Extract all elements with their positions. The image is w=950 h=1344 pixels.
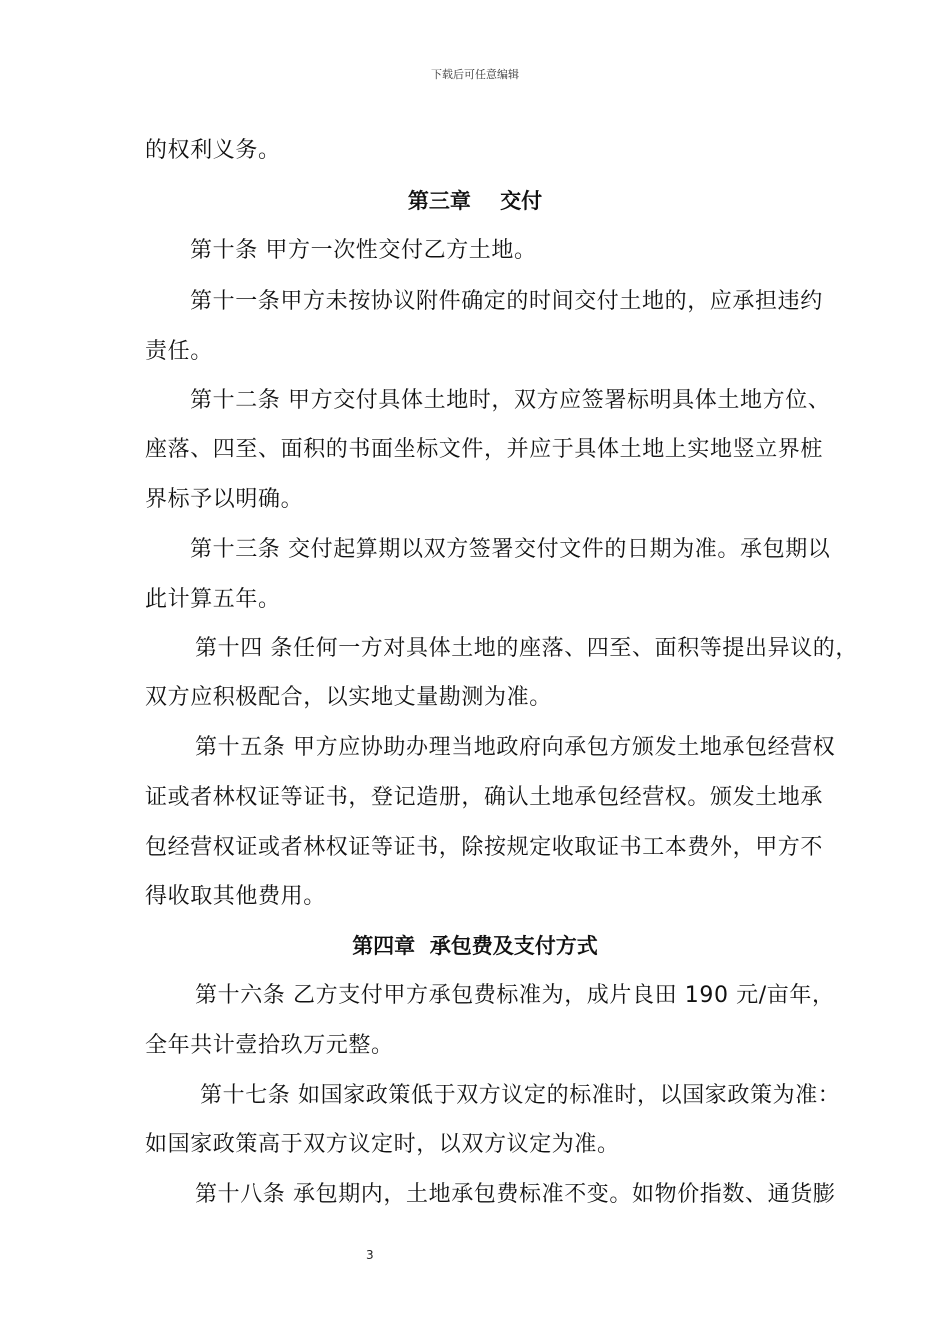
paragraph-line: 座落、四至、面积的书面坐标文件，并应于具体土地上实地竖立界桩 [145, 437, 824, 462]
paragraph-line: 证或者林权证等证书，登记造册，确认土地承包经营权。颁发土地承 [145, 785, 824, 810]
paragraph-line: 第十六条 乙方支付甲方承包费标准为，成片良田 190 元/亩年， [195, 983, 835, 1008]
paragraph-line: 界标予以明确。 [145, 487, 304, 512]
paragraph-line: 得收取其他费用。 [145, 884, 326, 909]
paragraph-line: 全年共计壹拾玖万元整。 [145, 1033, 394, 1058]
paragraph-line: 如国家政策高于双方议定时，以双方议定为准。 [145, 1132, 620, 1157]
paragraph-line: 第十一条甲方未按协议附件确定的时间交付土地的，应承担违约 [190, 289, 823, 314]
paragraph-line: 责任。 [145, 339, 213, 364]
paragraph-line: 此计算五年。 [145, 587, 281, 612]
paragraph-line: 双方应积极配合，以实地丈量勘测为准。 [145, 685, 552, 710]
chapter-heading: 第三章 交付 [407, 189, 543, 213]
paragraph-line: 第十七条 如国家政策低于双方议定的标准时，以国家政策为准： [200, 1083, 841, 1108]
page-number: 3 [366, 1248, 374, 1262]
paragraph-line: 第十三条 交付起算期以双方签署交付文件的日期为准。承包期以 [190, 537, 831, 562]
paragraph-line: 第十四 条任何一方对具体土地的座落、四至、面积等提出异议的， [195, 636, 858, 661]
page-header: 下载后可任意编辑 [431, 68, 519, 81]
paragraph-line: 第十五条 甲方应协助办理当地政府向承包方颁发土地承包经营权 [195, 735, 836, 760]
chapter-heading: 第四章 承包费及支付方式 [352, 934, 598, 958]
paragraph-line: 第十八条 承包期内，土地承包费标准不变。如物价指数、通货膨 [195, 1182, 836, 1207]
paragraph-line: 第十二条 甲方交付具体土地时，双方应签署标明具体土地方位、 [190, 388, 831, 413]
paragraph-line: 的权利义务。 [145, 138, 281, 163]
paragraph-line: 包经营权证或者林权证等证书，除按规定收取证书工本费外，甲方不 [145, 835, 824, 860]
paragraph-line: 第十条 甲方一次性交付乙方土地。 [190, 238, 537, 263]
